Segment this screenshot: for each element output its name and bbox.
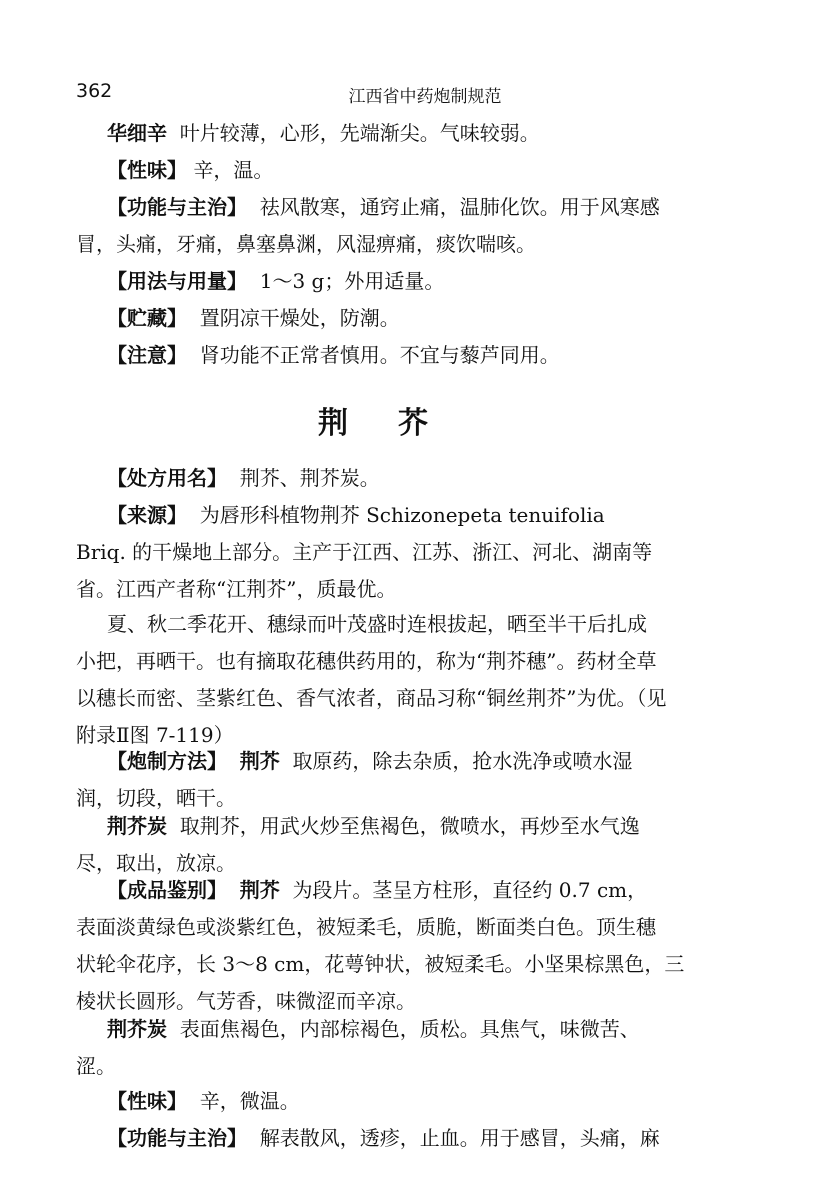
prescription-label: 【处方用名】 (107, 466, 227, 490)
flavor-line (107, 160, 540, 197)
source-line-1 (76, 505, 716, 542)
storage-label: 【贮藏】 (107, 306, 187, 330)
prescription-block (107, 468, 380, 505)
storage-text: 置阴凉干燥处，防潮。 (199, 306, 400, 330)
flavor-label: 【性味】 (107, 158, 187, 182)
charcoal-id-line-2 (76, 1056, 716, 1093)
harvest-text-1: 夏、秋二季花开、穗绿而叶茂盛时连根拔起，晒至半干后扎成 (107, 612, 647, 636)
processing-term: 荆芥 (239, 749, 280, 773)
charcoal-line-1 (76, 816, 716, 853)
storage-line (107, 308, 560, 345)
hua-xixin-label: 华细辛 (107, 121, 167, 145)
running-header: 江西省中药炮制规范 (348, 87, 502, 107)
identification-text-3: 状轮伞花序，长 3～8 cm，花萼钟状，被短柔毛。小坚果棕黑色，三 (76, 952, 685, 976)
hua-xixin-line (107, 123, 540, 160)
identification-text-4: 棱状长圆形。气芳香，味微涩而辛凉。 (76, 989, 416, 1013)
harvest-block (76, 614, 716, 762)
identification-text-2: 表面淡黄绿色或淡紫红色，被短柔毛，质脆，断面类白色。顶生穗 (76, 915, 656, 939)
page-number: 362 (76, 80, 113, 102)
hua-xixin-text: 叶片较薄，心形，先端渐尖。气味较弱。 (179, 121, 540, 145)
charcoal-id-term: 荆芥炭 (107, 1017, 167, 1041)
charcoal-id-text-1: 表面焦褐色，内部棕褐色，质松。具焦气，味微苦、 (179, 1017, 640, 1041)
function-cont: 冒，头痛，牙痛，鼻塞鼻渊，风湿痹痛，痰饮喘咳。 (76, 232, 536, 256)
charcoal-id-block (76, 1019, 716, 1093)
harvest-line-3 (76, 688, 716, 725)
caution-label: 【注意】 (107, 343, 187, 367)
identification-text-1: 为段片。茎呈方柱形，直径约 0.7 cm， (292, 878, 648, 902)
source-line-2 (76, 542, 716, 579)
processing-text-2: 润，切段，晒干。 (76, 786, 236, 810)
charcoal-term: 荆芥炭 (107, 814, 167, 838)
top-block (107, 123, 540, 197)
function-bottom-text: 解表散风，透疹，止血。用于感冒，头痛，麻 (259, 1126, 660, 1150)
source-text-1: 为唇形科植物荆芥 Schizonepeta tenuifolia (199, 503, 605, 527)
processing-text-1: 取原药，除去杂质，抢水洗净或喷水湿 (292, 749, 633, 773)
nature-block (107, 1091, 660, 1165)
harvest-line-2 (76, 651, 716, 688)
harvest-text-3: 以穗长而密、茎紫红色、香气浓者，商品习称“铜丝荆芥”为优。（见 (76, 686, 667, 710)
charcoal-text-1: 取荆芥，用武火炒至焦褐色，微喷水，再炒至水气逸 (179, 814, 640, 838)
source-label: 【来源】 (107, 503, 187, 527)
charcoal-text-2: 尽，取出，放凉。 (76, 851, 236, 875)
identification-line-2 (76, 917, 716, 954)
identification-term: 荆芥 (239, 878, 280, 902)
function-text: 祛风散寒，通窍止痛，温肺化饮。用于风寒感 (259, 195, 660, 219)
charcoal-id-text-2: 涩。 (76, 1054, 116, 1078)
prescription-line (107, 468, 380, 505)
source-block (76, 505, 716, 616)
processing-line-1 (76, 751, 716, 788)
identification-line-1 (76, 880, 716, 917)
function-line-1 (76, 197, 716, 234)
source-text-3: 省。江西产者称“江荆芥”，质最优。 (76, 577, 397, 601)
function-label: 【功能与主治】 (107, 195, 247, 219)
nature-text: 辛，微温。 (199, 1089, 300, 1113)
prescription-text: 荆芥、荆芥炭。 (239, 466, 380, 490)
harvest-line-1 (76, 614, 716, 651)
section-title: 荆芥 (318, 406, 478, 441)
source-line-3 (76, 579, 716, 616)
function-block-top (76, 197, 716, 271)
harvest-text-2: 小把，再晒干。也有摘取花穗供药用的，称为“荆芥穗”。药材全草 (76, 649, 657, 673)
usage-block (107, 271, 560, 382)
flavor-text: 辛，温。 (193, 158, 274, 182)
processing-label: 【炮制方法】 (107, 749, 227, 773)
identification-block (76, 880, 716, 1028)
function-line-2 (76, 234, 716, 271)
identification-label: 【成品鉴别】 (107, 878, 227, 902)
usage-text: 1～3 g；外用适量。 (259, 269, 445, 293)
nature-line (107, 1091, 660, 1128)
usage-label: 【用法与用量】 (107, 269, 247, 293)
function-bottom-label: 【功能与主治】 (107, 1126, 247, 1150)
function-bottom-line (107, 1128, 660, 1165)
harvest-text-4: 附录Ⅱ图 7-119） (76, 723, 234, 747)
caution-text: 肾功能不正常者慎用。不宜与藜芦同用。 (199, 343, 560, 367)
nature-label: 【性味】 (107, 1089, 187, 1113)
charcoal-id-line-1 (76, 1019, 716, 1056)
source-text-2: Briq. 的干燥地上部分。主产于江西、江苏、浙江、河北、湖南等 (76, 540, 653, 564)
identification-line-3 (76, 954, 716, 991)
caution-line (107, 345, 560, 382)
usage-line (107, 271, 560, 308)
